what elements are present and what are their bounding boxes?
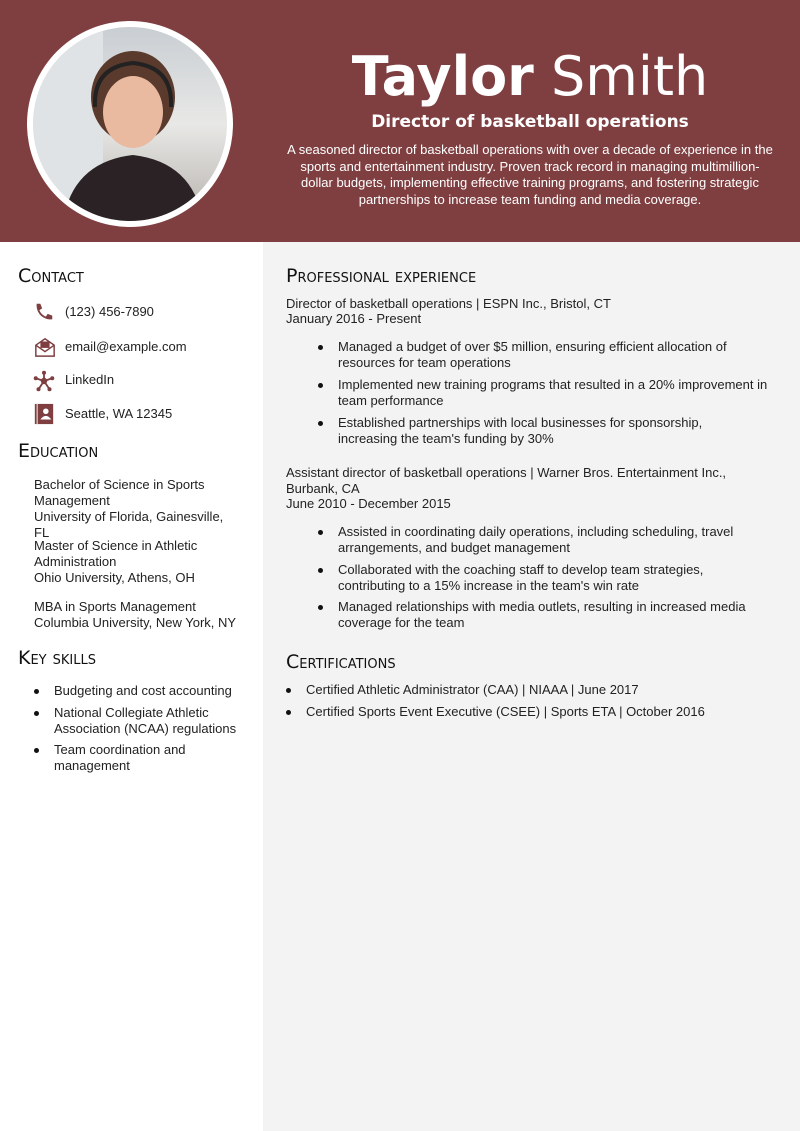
skill-item: Budgeting and cost accounting [54, 683, 244, 699]
job-dates: June 2010 - December 2015 [286, 496, 451, 511]
certification-item: Certified Sports Event Executive (CSEE) | Sports ETA | October 2016 [306, 704, 776, 720]
job-bullet: Managed a budget of over $5 million, ensuring efficient allocation of resources for team operations [338, 339, 768, 371]
job-bullet: Assisted in coordinating daily operations, including scheduling, travel arrangements, and budget management [338, 524, 768, 556]
network-icon [33, 370, 55, 392]
job-bullet: Implemented new training programs that resulted in a 20% improvement in team performance [338, 377, 768, 408]
job-dates: January 2016 - Present [286, 311, 422, 326]
job-bullet: Collaborated with the coaching staff to develop team strategies, contributing to a 15% increase in the team's win rate [338, 562, 738, 594]
contact-phone: (123) 456-7890 [65, 304, 154, 319]
education-heading: Education [18, 440, 99, 462]
candidate-name: Taylor Smith [351, 45, 709, 108]
contact-location: Seattle, WA 12345 [65, 406, 173, 421]
job-bullet: Established partnerships with local businesses for sponsorship, increasing the team's funding by 30% [338, 415, 738, 447]
job-role: Assistant director of basketball operations | Warner Bros. Entertainment Inc., Burbank, CA [286, 465, 727, 496]
contact-heading: Contact [18, 265, 84, 287]
education-item: Bachelor of Science in Sports Management University of Florida, Gainesville, FL [34, 477, 224, 540]
education-item: Master of Science in Athletic Administration Ohio University, Athens, OH [34, 538, 198, 585]
job-role: Director of basketball operations | ESPN Inc., Bristol, CT [286, 296, 611, 311]
summary: A seasoned director of basketball operations with over a decade of experience in the sports and entertainment industry. Proven track record in managing multimillion-dollar budgets, implementing effective training programs, and fostering strategic partnerships to increase team funding and media coverage. [287, 142, 773, 207]
email-icon [34, 336, 56, 358]
experience-heading: Professional experience [286, 265, 477, 287]
phone-icon [33, 301, 55, 323]
address-book-icon [33, 403, 55, 425]
skill-item: Team coordination and management [54, 742, 214, 774]
certifications-heading: Certifications [286, 651, 396, 673]
job-title: Director of basketball operations [371, 112, 689, 132]
contact-linkedin[interactable]: LinkedIn [65, 372, 115, 387]
certification-item: Certified Athletic Administrator (CAA) | NIAAA | June 2017 [306, 682, 776, 698]
education-item: MBA in Sports Management Columbia University, New York, NY [34, 599, 237, 630]
profile-photo [27, 21, 233, 227]
job-bullet: Managed relationships with media outlets, resulting in increased media coverage for the team [338, 599, 768, 631]
header [0, 0, 800, 242]
skill-item: National Collegiate Athletic Association (NCAA) regulations [54, 705, 244, 737]
skills-heading: Key skills [18, 647, 97, 669]
contact-email[interactable]: email@example.com [65, 339, 187, 354]
